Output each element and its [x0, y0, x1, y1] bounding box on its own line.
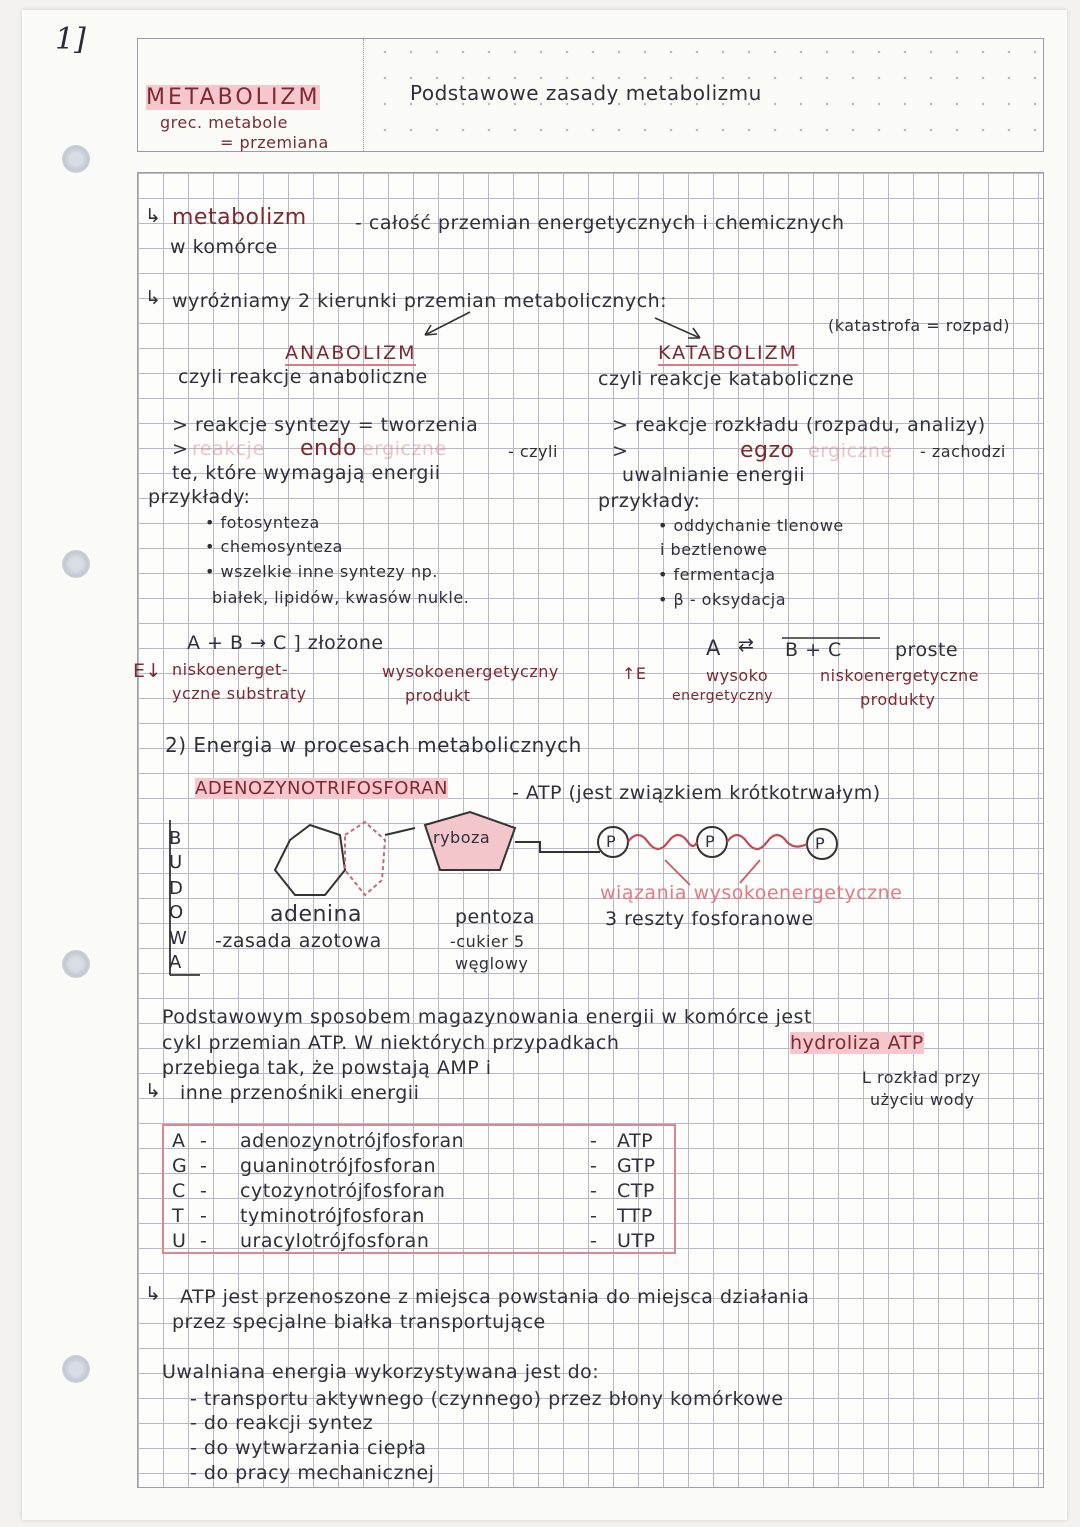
- anabolizm-example: • wszelkie inne syntezy np.: [205, 562, 438, 581]
- budowa-letter: D: [169, 878, 183, 899]
- anabolizm-example: • fotosynteza: [205, 513, 320, 532]
- energy-down-label: E↓: [133, 660, 162, 682]
- usage-item: - transportu aktywnego (czynnego) przez błony komórkowe: [190, 1388, 784, 1410]
- anabolizm-subtitle: czyli reakcje anaboliczne: [178, 366, 428, 388]
- katabolizm-title: KATABOLIZM: [658, 342, 799, 364]
- carrier-abbr: TTP: [617, 1205, 653, 1227]
- katastrofa-note: (katastrofa = rozpad): [828, 316, 1011, 335]
- katabolizm-subtitle: czyli reakcje kataboliczne: [598, 368, 855, 390]
- high-energy-bond-2: [727, 835, 807, 849]
- carrier-dash: -: [590, 1205, 598, 1227]
- anabolizm-examples-label: przykłady:: [148, 486, 251, 508]
- katabolizm-reactant-label: wysoko: [706, 666, 769, 685]
- topic-title: Podstawowe zasady metabolizmu: [410, 81, 762, 105]
- substrates-label-cont: yczne substraty: [172, 684, 307, 703]
- katabolizm-point-1: > reakcje rozkładu (rozpadu, analizy): [612, 414, 986, 436]
- title-etymology: grec. metabole: [160, 113, 288, 132]
- katabolizm-examples-label: przykłady:: [598, 490, 701, 512]
- carrier-dash: -: [200, 1130, 208, 1152]
- arrow-bullet: ↳: [145, 1080, 162, 1102]
- adenine-ring-1: [275, 825, 345, 895]
- carrier-dash: -: [590, 1180, 598, 1202]
- phosphate-chain-bond: [515, 842, 600, 852]
- carrier-dash: -: [200, 1155, 208, 1177]
- budowa-letter: W: [169, 928, 187, 949]
- carrier-dash: -: [590, 1130, 598, 1152]
- katabolizm-products-label-cont: produkty: [860, 690, 936, 709]
- katabolizm-eq-label: proste: [895, 639, 959, 661]
- katabolizm-point-2-prefix: >: [612, 440, 629, 462]
- katabolizm-example: • oddychanie tlenowe: [658, 516, 844, 535]
- katabolizm-zachodzi: - zachodzi: [920, 442, 1006, 461]
- anabolizm-point-2-faded-2: ergiczne: [362, 438, 447, 460]
- arrow-bullet: ↳: [145, 205, 162, 227]
- anabolizm-title: ANABOLIZM: [285, 342, 417, 364]
- anabolizm-endo: endo: [300, 436, 357, 461]
- bonds-label: wiązania wysokoenergetyczne: [600, 882, 903, 904]
- katabolizm-eq-left: A: [706, 636, 721, 660]
- definition-text: - całość przemian energetycznych i chemicznych: [355, 212, 845, 234]
- pentose-label: pentoza: [455, 906, 535, 928]
- carrier-letter: G: [172, 1155, 188, 1177]
- carrier-dash: -: [200, 1180, 208, 1202]
- phosphates-label: 3 reszty fosforanowe: [605, 908, 814, 930]
- arrow-to-anabolizm: [425, 312, 470, 335]
- carrier-name: tyminotrójfosforan: [240, 1205, 425, 1227]
- budowa-letter: A: [169, 952, 182, 973]
- page-number: 1]: [55, 22, 86, 57]
- transport-line-cont: przez specjalne białka transportujące: [172, 1311, 546, 1333]
- katabolizm-example: • β - oksydacja: [658, 590, 787, 609]
- pentose-desc-cont: węglowy: [455, 954, 529, 973]
- anabolizm-equation: A + B → C ] złożone: [187, 632, 384, 654]
- carrier-dash: -: [590, 1155, 598, 1177]
- transport-line: ATP jest przenoszone z miejsca powstania do miejsca działania: [180, 1286, 810, 1308]
- paragraph-line: przebiega tak, że powstają AMP i: [162, 1057, 492, 1079]
- usage-item: - do pracy mechanicznej: [190, 1462, 435, 1484]
- usage-intro: Uwalniana energia wykorzystywana jest do:: [162, 1361, 600, 1383]
- anabolizm-example-cont: białek, lipidów, kwasów nukle.: [212, 588, 470, 607]
- anabolizm-point-3: te, które wymagają energii: [172, 462, 441, 484]
- katabolizm-faded: ergiczne: [808, 440, 893, 462]
- usage-item: - do wytwarzania ciepła: [190, 1437, 427, 1459]
- atp-name: ADENOZYNOTRIFOSFORAN: [195, 778, 448, 799]
- carrier-letter: C: [172, 1180, 186, 1202]
- definition-text-cont: w komórce: [170, 236, 278, 258]
- paragraph-line: cykl przemian ATP. W niektórych przypadkach: [162, 1032, 620, 1054]
- anabolizm-point-2-faded: reakcje: [192, 438, 265, 460]
- carrier-dash: -: [590, 1230, 598, 1252]
- anabolizm-point-2-prefix: >: [172, 438, 189, 460]
- product-label-cont: produkt: [405, 686, 471, 705]
- carrier-letter: U: [172, 1230, 187, 1252]
- carrier-abbr: ATP: [617, 1130, 654, 1152]
- atp-description: - ATP (jest związkiem krótkotrwałym): [512, 782, 881, 804]
- anabolizm-czyli: - czyli: [508, 442, 558, 461]
- hydrolysis-note-cont: użyciu wody: [870, 1090, 975, 1109]
- pentose-desc: -cukier 5: [450, 932, 525, 951]
- arrow-bullet: ↳: [145, 1283, 162, 1305]
- carrier-name: uracylotrójfosforan: [240, 1230, 430, 1252]
- carrier-name: adenozynotrójfosforan: [240, 1130, 465, 1152]
- phosphate-label: P: [815, 834, 826, 853]
- katabolizm-eq-mid: B + C: [785, 639, 842, 661]
- katabolizm-products-label: niskoenergetyczne: [820, 666, 979, 685]
- hydrolysis-note: L rozkład przy: [862, 1068, 981, 1087]
- carrier-letter: T: [172, 1205, 185, 1227]
- katabolizm-point-3: uwalnianie energii: [622, 464, 806, 486]
- bond-line: [385, 828, 415, 835]
- adenine-desc: -zasada azotowa: [215, 930, 382, 952]
- carrier-abbr: CTP: [617, 1180, 655, 1202]
- carrier-dash: -: [200, 1230, 208, 1252]
- section-2-heading: 2) Energia w procesach metabolicznych: [165, 733, 582, 757]
- carrier-name: guaninotrójfosforan: [240, 1155, 437, 1177]
- katabolizm-example: • fermentacja: [658, 565, 776, 584]
- directions-text: wyróżniamy 2 kierunki przemian metabolicznych:: [172, 290, 668, 312]
- budowa-letter: O: [169, 902, 184, 923]
- anabolizm-example: • chemosynteza: [205, 537, 343, 556]
- page-title: METABOLIZM: [146, 85, 321, 110]
- carrier-dash: -: [200, 1205, 208, 1227]
- budowa-letter: B: [169, 828, 182, 849]
- usage-item: - do reakcji syntez: [190, 1412, 374, 1434]
- product-label: wysokoenergetyczny: [382, 662, 559, 681]
- carriers-label: inne przenośniki energii: [180, 1082, 420, 1104]
- phosphate-label: P: [606, 832, 617, 851]
- ribose-label: ryboza: [433, 828, 491, 847]
- hydrolysis-highlight: hydroliza ATP: [790, 1032, 924, 1054]
- katabolizm-example: i beztlenowe: [660, 540, 768, 559]
- definition-term: metabolizm: [172, 205, 307, 230]
- adenine-label: adenina: [270, 902, 362, 927]
- carrier-letter: A: [172, 1130, 186, 1152]
- title-translation: = przemiana: [220, 133, 329, 152]
- katabolizm-reactant-label-cont: energetyczny: [672, 688, 774, 704]
- substrates-label: niskoenerget-: [172, 660, 289, 679]
- carrier-abbr: UTP: [617, 1230, 656, 1252]
- carrier-abbr: GTP: [617, 1155, 656, 1177]
- katabolizm-eq-arrow: ⇄: [738, 634, 755, 656]
- high-energy-bond-1: [628, 835, 697, 849]
- phosphate-label: P: [705, 832, 716, 851]
- katabolizm-egzo: egzo: [740, 438, 795, 463]
- arrow-bullet: ↳: [145, 287, 162, 309]
- paragraph-line: Podstawowym sposobem magazynowania energii w komórce jest: [162, 1006, 812, 1028]
- energy-up-label: ↑E: [622, 664, 647, 683]
- anabolizm-point-1: > reakcje syntezy = tworzenia: [172, 414, 479, 436]
- adenine-ring-2: [345, 822, 385, 895]
- budowa-letter: U: [169, 852, 183, 873]
- carrier-name: cytozynotrójfosforan: [240, 1180, 446, 1202]
